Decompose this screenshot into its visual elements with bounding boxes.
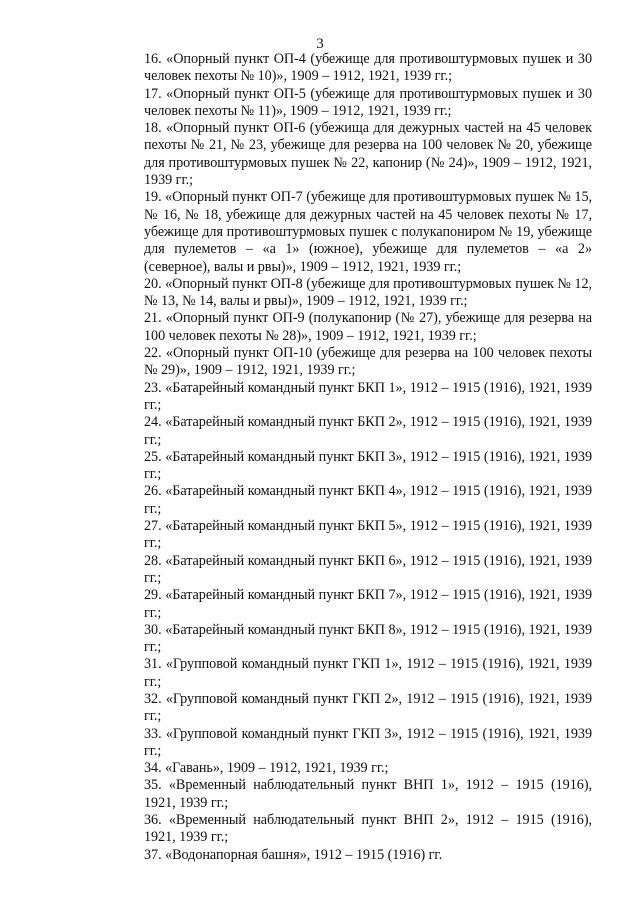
list-item: 17. «Опорный пункт ОП-5 (убежище для противоштурмовых пушек и 30 человек пехоты № 11)», 1909 – 1912, 1921, 1939 гг.; [144,85,592,119]
list-item: 29. «Батарейный командный пункт БКП 7», 1912 – 1915 (1916), 1921, 1939 гг.; [144,587,592,621]
list-item: 25. «Батарейный командный пункт БКП 3», 1912 – 1915 (1916), 1921, 1939 гг.; [144,448,592,483]
list-item: 30. «Батарейный командный пункт БКП 8», 1912 – 1915 (1916), 1921, 1939 гг.; [144,621,592,656]
list-item: 16. «Опорный пункт ОП-4 (убежище для противоштурмовых пушек и 30 человек пехоты № 10)», 1909 – 1912, 1921, 1939 гг.; [144,51,592,85]
list-item: 18. «Опорный пункт ОП-6 (убежища для дежурных частей на 45 человек пехоты № 21, № 23, убежище для резерва на 100 человек № 20, убежище для противоштурмовых пушек № 22, капонир (№ 24)», 1909 – 1912, 1921, 1939 гг.; [144,120,592,189]
list-item: 28. «Батарейный командный пункт БКП 6», 1912 – 1915 (1916), 1921, 1939 гг.; [144,552,592,586]
list-item: 24. «Батарейный командный пункт БКП 2», 1912 – 1915 (1916), 1921, 1939 гг.; [144,414,592,448]
list-item: 27. «Батарейный командный пункт БКП 5», 1912 – 1915 (1916), 1921, 1939 гг.; [144,518,592,552]
list-item: 31. «Групповой командный пункт ГКП 1», 1912 – 1915 (1916), 1921, 1939 гг.; [144,656,592,690]
list-item: 33. «Групповой командный пункт ГКП 3», 1912 – 1915 (1916), 1921, 1939 гг.; [144,725,592,759]
list-item: 34. «Гавань», 1909 – 1912, 1921, 1939 гг.; [144,760,389,777]
list-item: 20. «Опорный пункт ОП-8 (убежище для противоштурмовых пушек № 12, № 13, № 14, валы и рвы)», 1909 – 1912, 1921, 1939 гг.; [144,275,592,310]
list-item: 26. «Батарейный командный пункт БКП 4», 1912 – 1915 (1916), 1921, 1939 гг.; [144,483,592,517]
object-list [144,51,592,864]
list-item: 36. «Временный наблюдательный пункт ВНП 2», 1912 – 1915 (1916), 1921, 1939 гг.; [144,812,592,846]
list-item: 37. «Водонапорная башня», 1912 – 1915 (1916) гг. [144,846,443,863]
list-item: 35. «Временный наблюдательный пункт ВНП 1», 1912 – 1915 (1916), 1921, 1939 гг.; [144,777,592,811]
page-number: 3 [316,36,324,52]
list-item: 23. «Батарейный командный пункт БКП 1», 1912 – 1915 (1916), 1921, 1939 гг.; [144,379,592,413]
list-item: 22. «Опорный пункт ОП-10 (убежище для резерва на 100 человек пехоты № 29)», 1909 – 1912, 1921, 1939 гг.; [144,345,592,379]
list-item: 21. «Опорный пункт ОП-9 (полукапонир (№ 27), убежище для резерва на 100 человек пехоты № 28)», 1909 – 1912, 1921, 1939 гг.; [144,310,592,344]
list-item: 32. «Групповой командный пункт ГКП 2», 1912 – 1915 (1916), 1921, 1939 гг.; [144,690,592,725]
list-item: 19. «Опорный пункт ОП-7 (убежище для противоштурмовых пушек № 15, № 16, № 18, убежище для дежурных частей на 45 человек пехоты № 17, убежище для противоштурмовых пушек с полукапониром № 19, убежище для пулеметов – «а 1» (южное), убежище для пулеметов – «а 2» (северное), валы и рвы)», 1909 – 1912, 1921, 1939 гг.; [144,189,592,275]
